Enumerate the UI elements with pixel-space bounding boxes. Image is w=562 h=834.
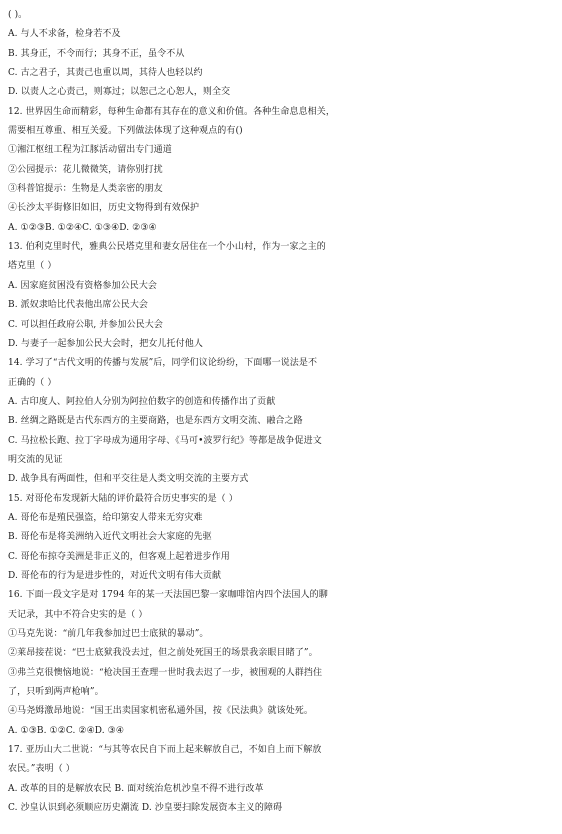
statement-line: ③弗兰克很懊恼地说：“枪决国王查理一世时我去迟了一步，被围观的人群挡住 bbox=[8, 667, 323, 678]
statement-line: ④长沙太平街修旧如旧，历史文物得到有效保护 bbox=[8, 203, 200, 214]
statement-line: ②公园提示：花儿微微笑，请你别打扰 bbox=[8, 164, 163, 175]
option-line: A. 古印度人、阿拉伯人分别为阿拉伯数字的创造和传播作出了贡献 bbox=[8, 396, 276, 407]
option-line: C. 可以担任政府公职, 并参加公民大会 bbox=[8, 319, 164, 330]
question-14-line: 正确的（ ） bbox=[8, 377, 57, 388]
option-line: D. 与妻子一起参加公民大会时，把女儿托付他人 bbox=[8, 338, 203, 349]
statement-line: ①湘江枢纽工程为江豚活动留出专门通道 bbox=[8, 145, 172, 156]
option-line: C. 哥伦布掠夺美洲是非正义的，但客观上起着进步作用 bbox=[8, 551, 230, 562]
option-line: A. 改革的目的是解放农民 B. 面对统治危机沙皇不得不进行改革 bbox=[8, 783, 264, 794]
question-13-line: 13. 伯利克里时代，雅典公民塔克里和妻女居住在一个小山村，作为一家之主的 bbox=[8, 242, 326, 253]
option-line: D. 战争具有两面性，但和平交往是人类文明交流的主要方式 bbox=[8, 474, 249, 485]
question-12-line: 12. 世界因生命而精彩，每种生命都有其存在的意义和价值。各种生命息息相关， bbox=[8, 106, 335, 117]
question-13-line: 塔克里（ ） bbox=[8, 261, 57, 272]
question-16-line: 16. 下面一段文字是对 1794 年的某一天法国巴黎一家咖啡馆内四个法国人的聊 bbox=[8, 590, 328, 601]
option-line: A. ①③B. ①②C. ②④D. ③④ bbox=[8, 725, 125, 736]
question-12-line: 需要相互尊重、相互关爱。下列做法体现了这种观点的有() bbox=[8, 126, 243, 137]
statement-line: ①马克先说：“前几年我参加过巴士底狱的暴动”。 bbox=[8, 629, 209, 639]
option-line: D. 哥伦布的行为是进步性的，对近代文明有伟大贡献 bbox=[8, 570, 222, 581]
statement-line: ②莱昂接茬说：“巴士底狱我没去过，但之前处死国王的场景我亲眼目睹了”。 bbox=[8, 648, 318, 659]
option-line: C. 古之君子，其责己也重以周，其待人也轻以约 bbox=[8, 68, 203, 79]
option-line: B. 其身正，不令而行；其身不正，虽令不从 bbox=[8, 48, 185, 59]
option-line: C. 沙皇认识到必须顺应历史潮流 D. 沙皇要扫除发展资本主义的障碍 bbox=[8, 803, 283, 814]
statement-line: 了，只听到两声枪响”。 bbox=[8, 687, 104, 698]
statement-line: ③科普馆提示：生物是人类亲密的朋友 bbox=[8, 184, 163, 195]
option-line: A. ①②③B. ①②④C. ①③④D. ②③④ bbox=[8, 222, 157, 233]
question-17-line: 17. 亚历山大二世说：“与其等农民自下而上起来解放自己，不如自上而下解放 bbox=[8, 745, 322, 756]
option-line: A. 与人不求备，检身若不及 bbox=[8, 29, 121, 40]
text-line: ( )。 bbox=[8, 10, 28, 20]
option-line: B. 派奴隶哈比代表他出席公民大会 bbox=[8, 300, 149, 311]
option-line: A. 哥伦布是殖民强盗，给印第安人带来无穷灾难 bbox=[8, 512, 203, 523]
question-15-line: 15. 对哥伦布发现新大陆的评价最符合历史事实的是（ ） bbox=[8, 493, 238, 504]
option-line: D. 以责人之心责己，则寡过；以恕己之心恕人，则全交 bbox=[8, 87, 231, 98]
question-17-line: 农民。”表明（ ） bbox=[8, 764, 75, 775]
option-line: B. 丝绸之路既是古代东西方的主要商路，也是东西方文明交流、融合之路 bbox=[8, 416, 303, 427]
statement-line: ④马尧姆激昂地说：“国王出卖国家机密私通外国，按《民法典》就该处死。 bbox=[8, 706, 314, 717]
question-14-line: 14. 学习了“古代文明的传播与发展”后，同学们议论纷纷，下面哪一说法是不 bbox=[8, 358, 318, 369]
question-16-line: 天记录，其中不符合史实的是（ ） bbox=[8, 609, 148, 620]
option-line: B. 哥伦布是将美洲纳入近代文明社会大家庭的先驱 bbox=[8, 532, 212, 543]
option-line: C. 马拉松长跑、拉丁字母成为通用字母、《马可•波罗行纪》等都是战争促进文 bbox=[8, 435, 322, 446]
option-line: 明交流的见证 bbox=[8, 454, 63, 465]
option-line: A. 因家庭贫困没有资格参加公民大会 bbox=[8, 280, 158, 291]
